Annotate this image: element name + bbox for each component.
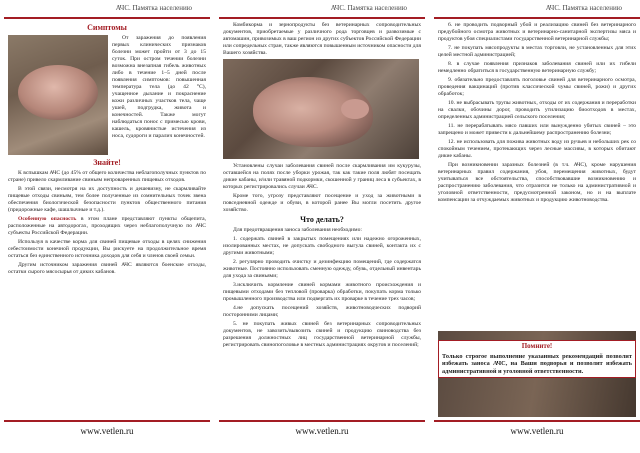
panel-left <box>4 0 210 453</box>
list-item: 8. в случае появления признаков заболевания свиней или их гибели немедленно обратиться в государственную ветеринарную службу; <box>438 61 636 74</box>
mid-text-1: Комбикорма и зернопродукты без ветеринарных сопроводительных документов, приобретаемые у различного рода торговцев и развозимые с автомашин, привозимых в ваш регион из других субъектов Российской Федерации или сопредельных стран, также являются повышенным источником опасности для Вашего хозяйства. <box>223 22 421 56</box>
panel-middle-body <box>223 22 421 417</box>
footer-link[interactable]: www.vetlen.ru <box>295 426 349 436</box>
what-to-do-title: Что делать? <box>300 215 344 224</box>
symptoms-text: От заражения до появления первых клинических признаков болезни может пройти от 3 до 15 суток. При остром течении болезни возможна внезапная гибель животных либо в течение 1–5 дней после появления симптомов: повышенная температура тела (до 42 °С), учащенное дыхание и покраснение кожи различных участков тела, чаще ушей, подгрудка, живота и конечностей. Также могут наблюдаться понос с примесью крови, кашель, кровянистые истечения из носа, судороги и паралич конечностей. <box>112 35 206 139</box>
mid-intro: Для предотвращения заноса заболевания необходимо: <box>233 227 362 233</box>
notice-text: Только строгое выполнение указанных рекомендаций позволит избежать заноса АЧС, на Ваши подворья и позволит избежать административной и уголовной ответственности. <box>442 352 632 375</box>
header-divider <box>219 17 425 19</box>
page-header: АЧС. Памятка населению <box>115 4 192 12</box>
list-item: 2. регулярно проводить очистку и дезинфекцию помещений, где содержатся животные. Постоянно использовать сменную одежду, обувь, отдельный инвентарь для ухода за свиньями; <box>223 259 421 279</box>
symptoms-title: Симптомы <box>87 23 127 32</box>
footer-link[interactable]: www.vetlen.ru <box>510 426 564 436</box>
know-text-3: Используя в качестве корма для свиней пищевые отходы в целях снижения себестоимости конечной продукции, Вы рискуете на продолжительное время остаться без единственного источника доходов для себя и членов своей семьи. <box>8 239 206 259</box>
list-item: 10. не выбрасывать трупы животных, отходы от их содержания и переработки на свалки, обочины дорог, проводить утилизацию биоотходов в местах, определенных администрацией сельского поселения; <box>438 100 636 120</box>
footer-divider <box>219 420 425 422</box>
footer-divider <box>434 420 640 422</box>
mid-text-2: Установлены случаи заболевания свиней после скармливания им кукурузы, оставшейся на полях после уборки урожая, так как такие поля любят посещать дикие кабаны, и/или травяной подкормки, скошенной у границ леса в субъектах, в которых регистрировались случаи АЧС. <box>223 163 421 190</box>
page-header: АЧС. Памятка населению <box>545 4 622 12</box>
danger-paragraph <box>8 216 206 237</box>
list-item: 5. не покупать живых свиней без ветеринарных сопроводительных документов, не завозить/вывозить свиней и продукцию свиноводства без разрешения должностных лиц государственной ветеринарной службы, регистрировать свинопоголовье в местных администрациях округов и поселений; <box>223 321 421 348</box>
know-text-1: К вспышкам АЧС (до 45% от общего количества неблагополучных пунктов по стране) привело скармливание свиньям непроваренных пищевых отходов. <box>8 170 206 183</box>
footer-link[interactable]: www.vetlen.ru <box>80 426 134 436</box>
sick-pig-photo <box>8 35 108 155</box>
know-text-4: Другим источником заражения свиней АЧС являются боенские отходы, остатки сырого мясосырья от диких кабанов. <box>8 262 206 275</box>
footer-divider <box>4 420 210 422</box>
panel-right <box>434 0 640 453</box>
list-item: 9. обязательно предоставлять поголовье свиней для ветеринарного осмотра, проведения вакцинаций (против классической чумы свиней, рожи) и других обработок; <box>438 77 636 97</box>
header-divider <box>434 17 640 19</box>
know-text-2: В этой связи, несмотря на их доступность и дешевизну, не скармливайте пищевые отходы свиньям, тем более полученные из сомнительных точек звена обеспечения биологической безопасности пунктов общественного питания (придорожные кафе, шашлычные и т.д.). <box>8 186 206 213</box>
danger-text: в этом плане представляют пункты общепита, расположенные на автодорогах, проходящих через неблагополучную по АЧС субъекты Российской Федерации. <box>8 216 206 236</box>
panel-middle <box>219 0 425 453</box>
panel-right-body <box>438 22 636 417</box>
notice-box <box>438 340 636 378</box>
list-item: 4.не допускать посещений хозяйств, животноводческих подворий посторонними лицами; <box>223 305 421 318</box>
mid-text-3: Кроме того, угрозу представляют посещение и уход за животными в повседневной одежде и обуви, в которой ранее Вы могли посетить другое хозяйство. <box>223 193 421 213</box>
page-header: АЧС. Памятка населению <box>330 4 407 12</box>
danger-label: Особенную опасность <box>18 216 77 222</box>
list-item: 11. не перерабатывать мясо павших или вынужденно убитых свиней – это запрещено и может привести к дальнейшему распространению болезни; <box>438 123 636 136</box>
list-item: 12. не использовать для пожива животных воду из ручьев и небольших рек со спокойным течением, протекающих через лесные массивы, в которых обитают дикие кабаны. <box>438 139 636 159</box>
list-item: 3.исключить кормление свиней кормами животного происхождения и пищевыми отходами без тепловой (проварка) обработки, покупать корма только промышленного производства или подвергать их проварке в течение трех часов; <box>223 282 421 302</box>
panel-left-body <box>8 22 206 417</box>
know-title: Знайте! <box>93 158 121 167</box>
header-divider <box>4 17 210 19</box>
list-item: 6. не проводить подворный убой и реализацию свиней без ветеринарного предубойного осмотра животных и ветеринарно-санитарной экспертизы мяса и продуктов убоя специалистами государственной ветеринарной службы; <box>438 22 636 42</box>
list-item: 7. не покупать мясопродукты в местах торговли, не установленных для этих целей местной администрацией; <box>438 45 636 58</box>
pig-photo <box>223 59 419 159</box>
list-item: 1. содержать свиней в закрытых помещениях или надежно огороженных, изолированных местах, не допускать свободного выгула свиней, контакта их с другими животными; <box>223 236 421 256</box>
notice-title: Помните! <box>521 342 553 350</box>
closing-text: При возникновении заразных болезней (в т.ч. АЧС), кроме нарушения ветеринарных правил содержания, убоя, перемещения животных, будут учитываться все обстоятельства, способствовавшие возникновению и распространению заболевания, что отразится не только на административной и уголовной ответственности, предусмотренной законом, но и на выплате компенсации за отчуждаемых животных и продукцию животноводства. <box>438 162 636 203</box>
